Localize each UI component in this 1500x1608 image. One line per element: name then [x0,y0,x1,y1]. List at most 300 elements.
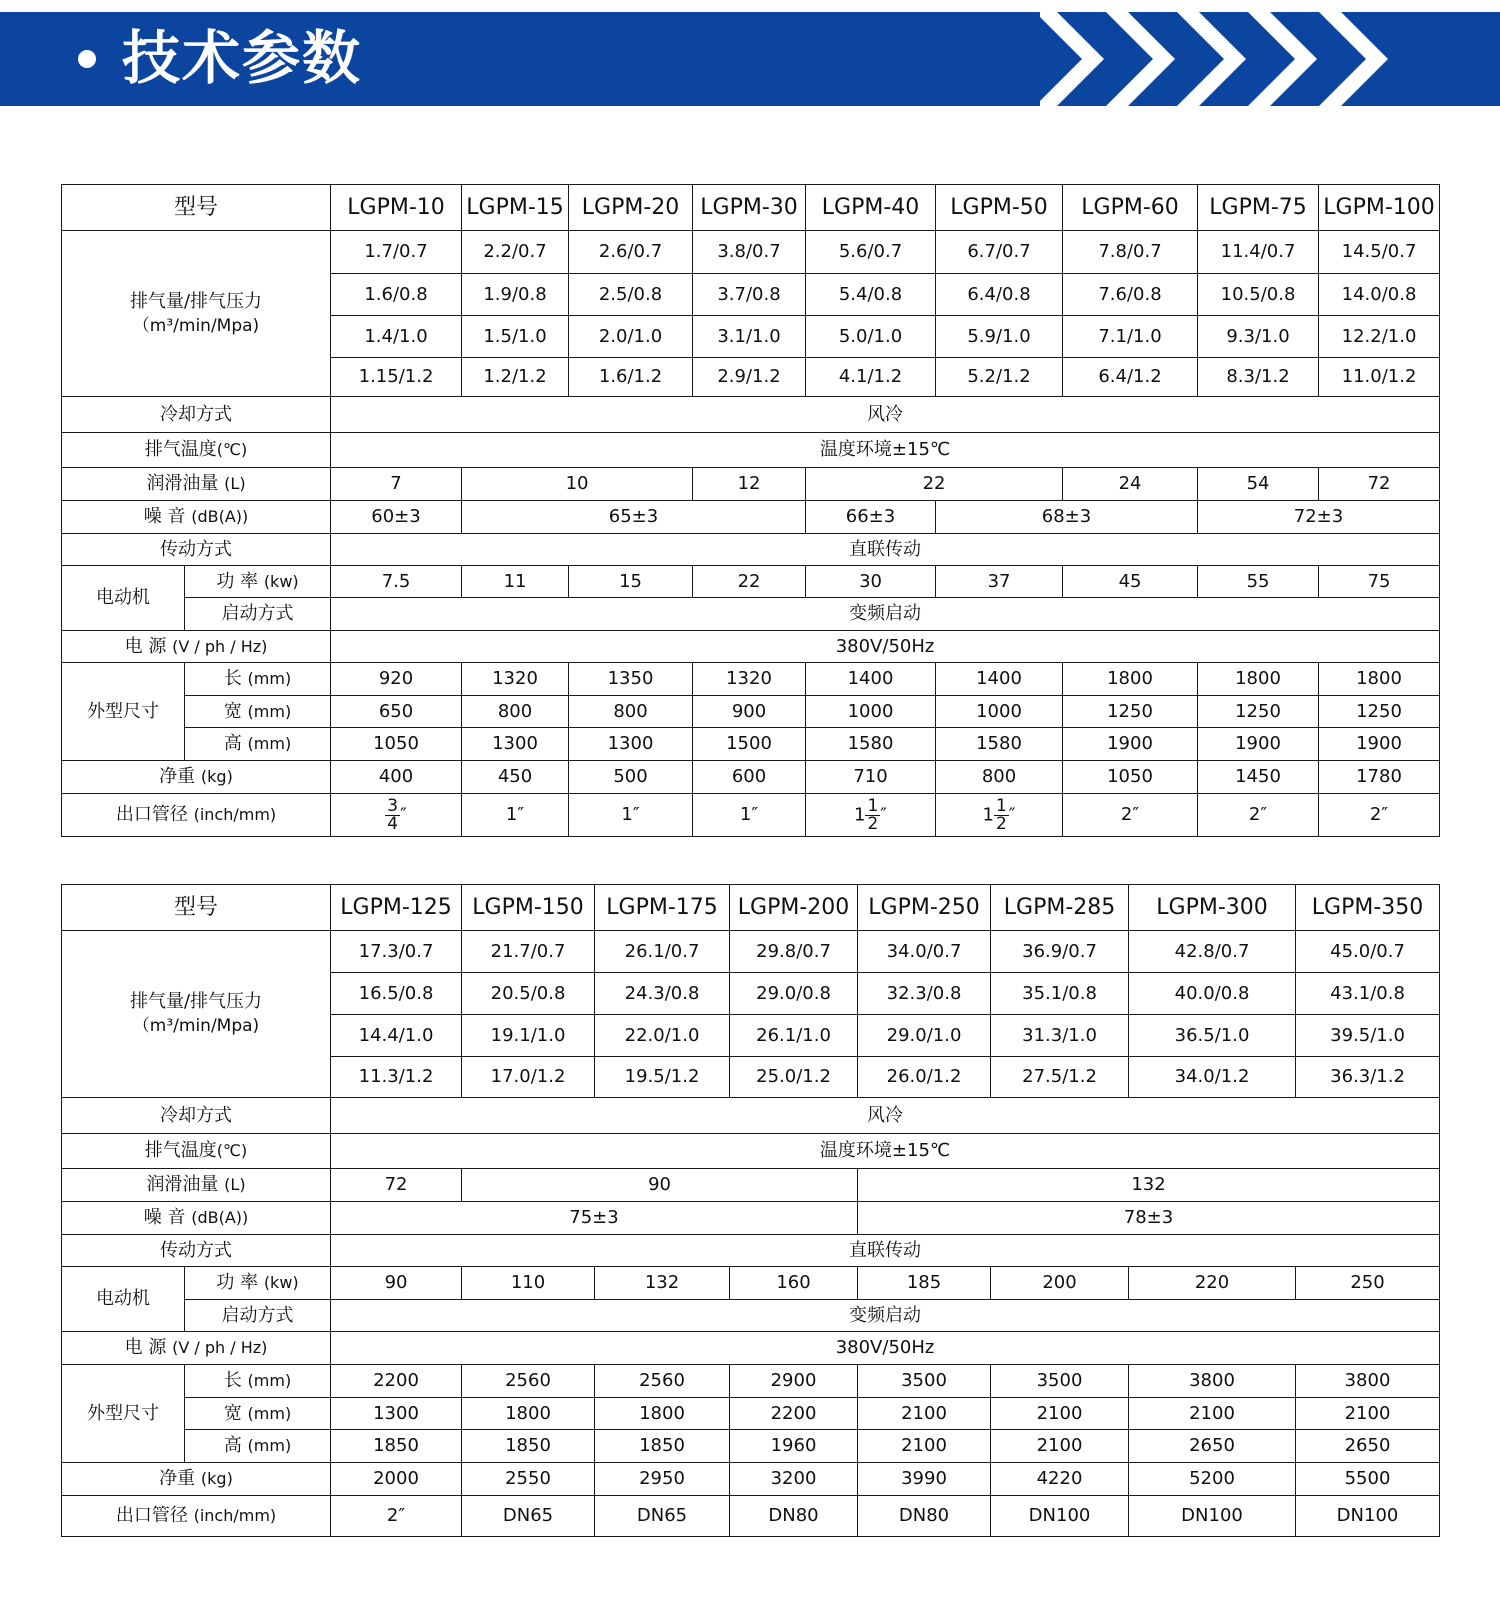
power-unit: (kw) [263,571,299,591]
flow-cell: 21.7/0.7 [462,931,595,973]
flow-cell: 2.5/0.8 [569,274,693,316]
model-row [62,885,1440,931]
weight-unit: (kg) [200,767,233,786]
start-label: 启动方式 [185,1300,331,1332]
power-label [185,1267,331,1300]
oil-cell: 24 [1063,468,1198,501]
weight-cell: 600 [693,761,806,794]
height-cell: 1580 [806,728,936,761]
width-cell: 2200 [730,1398,858,1430]
drive-value: 直联传动 [331,534,1440,566]
power-cell: 37 [936,566,1063,598]
noise-row [62,1202,1440,1235]
width-label-text: 宽 [223,700,242,722]
flow-unit: （m³/min/Mpa) [132,315,260,336]
flow-cell: 7.8/0.7 [1063,231,1198,274]
flow-cell: 29.0/1.0 [858,1015,991,1057]
fraction-numerator: 3 [387,795,399,816]
flow-row [62,931,1440,973]
height-label-text: 高 [223,1435,242,1456]
flow-label-text: 排气量/排气压力 [129,991,263,1012]
start-row [62,598,1440,631]
power-cell: 55 [1198,566,1319,598]
supply-row [62,631,1440,663]
power-cell: 250 [1296,1267,1440,1300]
flow-cell: 36.9/0.7 [991,931,1129,973]
fraction [994,795,1009,834]
height-cell: 2100 [858,1430,991,1463]
flow-cell: 29.0/0.8 [730,973,858,1015]
flow-cell: 26.1/1.0 [730,1015,858,1057]
model-row [62,185,1440,231]
outlet-cell: DN65 [462,1496,595,1537]
weight-cell: 2000 [331,1463,462,1496]
width-cell: 1250 [1319,696,1440,728]
noise-cell: 65±3 [462,501,806,534]
length-cell: 1800 [1063,663,1198,696]
power-unit: (kw) [263,1273,299,1292]
outlet-cell: 1″ [569,794,693,837]
flow-cell: 2.0/1.0 [569,316,693,358]
weight-cell: 400 [331,761,462,794]
flow-cell: 2.6/0.7 [569,231,693,274]
length-cell: 1350 [569,663,693,696]
flow-cell: 27.5/1.2 [991,1057,1129,1098]
weight-cell: 710 [806,761,936,794]
flow-cell: 2.2/0.7 [462,231,569,274]
power-cell: 220 [1129,1267,1296,1300]
spec-table-1 [61,184,1440,837]
noise-cell: 66±3 [806,501,936,534]
drive-label: 传动方式 [62,534,331,566]
weight-cell: 5500 [1296,1463,1440,1496]
power-cell: 200 [991,1267,1129,1300]
power-cell: 7.5 [331,566,462,598]
flow-label [62,231,331,397]
flow-cell: 11.3/1.2 [331,1057,462,1098]
flow-cell: 26.0/1.2 [858,1057,991,1098]
width-cell: 1800 [595,1398,730,1430]
oil-cell: 12 [693,468,806,501]
oil-unit: (L) [224,1175,246,1194]
flow-cell: 16.5/0.8 [331,973,462,1015]
oil-unit: (L) [224,474,246,493]
height-cell: 1850 [331,1430,462,1463]
height-cell: 1850 [462,1430,595,1463]
outlet-unit: (inch/mm) [193,1506,277,1525]
power-label [185,566,331,598]
temp-label-text: 排气温度 [144,1140,217,1161]
height-cell: 1300 [462,728,569,761]
mm-unit: (mm) [247,1436,292,1455]
flow-unit: （m³/min/Mpa) [132,1016,260,1036]
flow-cell: 5.9/1.0 [936,316,1063,358]
flow-cell: 14.0/0.8 [1319,274,1440,316]
flow-cell: 1.15/1.2 [331,358,462,397]
noise-cell: 72±3 [1198,501,1440,534]
power-cell: 160 [730,1267,858,1300]
outlet-unit: (inch/mm) [193,805,277,824]
height-cell: 1850 [595,1430,730,1463]
length-label-text: 长 [223,1370,242,1391]
oil-label-text: 润滑油量 [146,473,219,494]
outlet-cell: DN100 [1129,1496,1296,1537]
flow-cell: 35.1/0.8 [991,973,1129,1015]
height-row [62,1430,1440,1463]
flow-cell: 2.9/1.2 [693,358,806,397]
model-label: 型号 [62,885,331,931]
flow-cell: 4.1/1.2 [806,358,936,397]
flow-cell: 17.3/0.7 [331,931,462,973]
start-value: 变频启动 [331,1300,1440,1332]
flow-cell: 6.4/0.8 [936,274,1063,316]
noise-unit: (dB(A)) [191,507,249,526]
temp-value: 温度环境±15℃ [331,1134,1440,1169]
drive-value: 直联传动 [331,1235,1440,1267]
flow-cell: 36.3/1.2 [1296,1057,1440,1098]
flow-cell: 10.5/0.8 [1198,274,1319,316]
temp-label [62,433,331,468]
flow-cell: 34.0/1.2 [1129,1057,1296,1098]
cooling-row [62,1098,1440,1134]
start-value: 变频启动 [331,598,1440,631]
flow-cell: 1.4/1.0 [331,316,462,358]
drive-label: 传动方式 [62,1235,331,1267]
cooling-value: 风冷 [331,397,1440,433]
oil-cell: 10 [462,468,693,501]
flow-cell: 22.0/1.0 [595,1015,730,1057]
temp-unit: (℃) [216,440,248,459]
length-row [62,663,1440,696]
length-cell: 1320 [462,663,569,696]
fraction [865,795,880,834]
flow-cell: 11.0/1.2 [1319,358,1440,397]
motor-label: 电动机 [62,566,185,631]
flow-cell: 31.3/1.0 [991,1015,1129,1057]
model-cell: LGPM-175 [595,885,730,931]
outlet-cell: DN100 [991,1496,1129,1537]
flow-row [62,231,1440,274]
weight-label [62,761,331,794]
width-cell: 2100 [991,1398,1129,1430]
model-cell: LGPM-200 [730,885,858,931]
model-cell: LGPM-285 [991,885,1129,931]
flow-cell: 6.7/0.7 [936,231,1063,274]
power-label-text: 功 率 [216,570,259,592]
cooling-label: 冷却方式 [62,1098,331,1134]
temp-label [62,1134,331,1169]
weight-label-text: 净重 [159,766,196,787]
flow-cell: 1.7/0.7 [331,231,462,274]
flow-cell: 1.6/1.2 [569,358,693,397]
power-cell: 90 [331,1267,462,1300]
flow-cell: 5.4/0.8 [806,274,936,316]
length-cell: 3500 [991,1365,1129,1398]
length-cell: 1800 [1319,663,1440,696]
length-label-text: 长 [223,668,242,689]
oil-row [62,468,1440,501]
model-cell: LGPM-20 [569,185,693,231]
flow-cell: 26.1/0.7 [595,931,730,973]
flow-cell: 36.5/1.0 [1129,1015,1296,1057]
flow-cell: 1.5/1.0 [462,316,569,358]
width-cell: 1300 [331,1398,462,1430]
outlet-cell: DN100 [1296,1496,1440,1537]
power-cell: 22 [693,566,806,598]
weight-row [62,761,1440,794]
height-row [62,728,1440,761]
height-label [185,728,331,761]
outlet-cell [806,794,936,837]
power-cell: 75 [1319,566,1440,598]
flow-cell: 11.4/0.7 [1198,231,1319,274]
fraction-denominator: 2 [867,813,879,834]
flow-cell: 5.0/1.0 [806,316,936,358]
flow-cell: 32.3/0.8 [858,973,991,1015]
width-cell: 2100 [1296,1398,1440,1430]
height-cell: 1900 [1319,728,1440,761]
outlet-cell: 2″ [331,1496,462,1537]
outlet-label-text: 出口管径 [115,1505,188,1526]
inch-mark: ″ [400,804,407,825]
flow-cell: 1.9/0.8 [462,274,569,316]
height-label [185,1430,331,1463]
section-title: 技术参数 [122,24,363,92]
model-cell: LGPM-100 [1319,185,1440,231]
length-label [185,1365,331,1398]
power-row [62,1267,1440,1300]
oil-cell: 54 [1198,468,1319,501]
flow-cell: 7.6/0.8 [1063,274,1198,316]
fraction-whole: 1 [854,804,866,825]
flow-cell: 25.0/1.2 [730,1057,858,1098]
weight-cell: 500 [569,761,693,794]
length-cell: 2900 [730,1365,858,1398]
flow-cell: 3.7/0.8 [693,274,806,316]
flow-cell: 42.8/0.7 [1129,931,1296,973]
width-row [62,1398,1440,1430]
noise-cell: 75±3 [331,1202,858,1235]
outlet-cell: 1″ [462,794,569,837]
power-cell: 132 [595,1267,730,1300]
power-cell: 185 [858,1267,991,1300]
flow-cell: 12.2/1.0 [1319,316,1440,358]
mm-unit: (mm) [247,1371,292,1390]
fraction-numerator: 1 [867,795,879,816]
flow-cell: 20.5/0.8 [462,973,595,1015]
oil-cell: 7 [331,468,462,501]
mm-unit: (mm) [247,669,292,688]
width-cell: 1800 [462,1398,595,1430]
flow-cell: 1.6/0.8 [331,274,462,316]
section-header-banner [0,12,1500,106]
supply-label-text: 电 源 [124,1337,167,1358]
width-cell: 1250 [1063,696,1198,728]
power-cell: 30 [806,566,936,598]
height-cell: 1300 [569,728,693,761]
weight-cell: 2550 [462,1463,595,1496]
outlet-label-text: 出口管径 [115,804,188,825]
supply-value: 380V/50Hz [331,1332,1440,1365]
noise-cell: 68±3 [936,501,1198,534]
length-cell: 1320 [693,663,806,696]
flow-cell: 14.4/1.0 [331,1015,462,1057]
model-cell: LGPM-50 [936,185,1063,231]
width-label [185,696,331,728]
flow-cell: 40.0/0.8 [1129,973,1296,1015]
width-cell: 2100 [1129,1398,1296,1430]
height-cell: 1900 [1063,728,1198,761]
flow-cell: 19.5/1.2 [595,1057,730,1098]
cooling-row [62,397,1440,433]
dims-label: 外型尺寸 [62,1365,185,1463]
temp-label-text: 排气温度 [144,439,217,460]
supply-label [62,1332,331,1365]
start-row [62,1300,1440,1332]
width-cell: 800 [569,696,693,728]
length-cell: 2200 [331,1365,462,1398]
height-cell: 1050 [331,728,462,761]
noise-cell: 60±3 [331,501,462,534]
flow-cell: 14.5/0.7 [1319,231,1440,274]
flow-cell: 3.8/0.7 [693,231,806,274]
supply-label-text: 电 源 [124,635,167,657]
flow-cell: 5.6/0.7 [806,231,936,274]
oil-row [62,1169,1440,1202]
flow-cell: 7.1/1.0 [1063,316,1198,358]
supply-unit: (V / ph / Hz) [172,1338,268,1357]
model-cell: LGPM-75 [1198,185,1319,231]
length-cell: 3800 [1129,1365,1296,1398]
model-cell: LGPM-250 [858,885,991,931]
power-label-text: 功 率 [216,1272,259,1293]
weight-label-text: 净重 [159,1468,196,1489]
flow-cell: 34.0/0.7 [858,931,991,973]
flow-cell: 1.2/1.2 [462,358,569,397]
outlet-cell: DN65 [595,1496,730,1537]
temp-value: 温度环境±15℃ [331,433,1440,468]
height-cell: 2100 [991,1430,1129,1463]
fraction-denominator: 4 [387,813,399,834]
inch-mark: ″ [880,804,888,825]
flow-cell: 43.1/0.8 [1296,973,1440,1015]
mm-unit: (mm) [247,1403,292,1423]
supply-unit: (V / ph / Hz) [172,636,268,656]
oil-label [62,468,331,501]
outlet-cell: 1″ [693,794,806,837]
oil-cell: 72 [331,1169,462,1202]
width-cell: 900 [693,696,806,728]
width-label [185,1398,331,1430]
supply-row [62,1332,1440,1365]
length-cell: 3500 [858,1365,991,1398]
chevron-arrows-icon [1040,12,1500,106]
noise-label-text: 噪 音 [143,1207,186,1228]
outlet-label [62,794,331,837]
model-cell: LGPM-60 [1063,185,1198,231]
width-row [62,696,1440,728]
cooling-value: 风冷 [331,1098,1440,1134]
power-row [62,566,1440,598]
start-label: 启动方式 [185,598,331,631]
flow-cell: 24.3/0.8 [595,973,730,1015]
noise-unit: (dB(A)) [191,1208,249,1227]
length-label [185,663,331,696]
oil-label-text: 润滑油量 [146,1174,219,1195]
fraction-whole: 1 [982,804,994,825]
model-cell: LGPM-300 [1129,885,1296,931]
supply-label [62,631,331,663]
weight-cell: 4220 [991,1463,1129,1496]
model-cell: LGPM-125 [331,885,462,931]
flow-cell: 29.8/0.7 [730,931,858,973]
weight-cell: 1780 [1319,761,1440,794]
motor-label: 电动机 [62,1267,185,1332]
outlet-cell: DN80 [730,1496,858,1537]
noise-label [62,501,331,534]
outlet-cell [936,794,1063,837]
height-cell: 1580 [936,728,1063,761]
model-cell: LGPM-15 [462,185,569,231]
fraction-numerator: 1 [995,795,1007,816]
length-cell: 920 [331,663,462,696]
height-label-text: 高 [223,733,242,754]
temp-row [62,1134,1440,1169]
weight-unit: (kg) [200,1469,233,1488]
flow-cell: 8.3/1.2 [1198,358,1319,397]
flow-cell: 6.4/1.2 [1063,358,1198,397]
outlet-row [62,1496,1440,1537]
weight-cell: 1450 [1198,761,1319,794]
oil-cell: 132 [858,1169,1440,1202]
model-cell: LGPM-10 [331,185,462,231]
weight-cell: 800 [936,761,1063,794]
weight-cell: 450 [462,761,569,794]
outlet-row [62,794,1440,837]
width-cell: 1250 [1198,696,1319,728]
drive-row [62,534,1440,566]
length-cell: 2560 [462,1365,595,1398]
oil-cell: 22 [806,468,1063,501]
noise-label-text: 噪 音 [143,506,186,527]
outlet-cell [331,794,462,837]
noise-label [62,1202,331,1235]
model-label: 型号 [62,185,331,231]
fraction-denominator: 2 [995,813,1007,834]
height-cell: 1900 [1198,728,1319,761]
outlet-cell: 2″ [1319,794,1440,837]
height-cell: 2650 [1296,1430,1440,1463]
width-label-text: 宽 [223,1402,242,1424]
model-cell: LGPM-40 [806,185,936,231]
outlet-label [62,1496,331,1537]
oil-cell: 90 [462,1169,858,1202]
flow-cell: 45.0/0.7 [1296,931,1440,973]
oil-label [62,1169,331,1202]
mm-unit: (mm) [247,734,292,753]
outlet-cell: 2″ [1198,794,1319,837]
bullet-dot-icon [78,50,96,68]
power-cell: 11 [462,566,569,598]
height-cell: 2650 [1129,1430,1296,1463]
width-cell: 1000 [806,696,936,728]
flow-cell: 39.5/1.0 [1296,1015,1440,1057]
length-cell: 3800 [1296,1365,1440,1398]
weight-cell: 5200 [1129,1463,1296,1496]
mm-unit: (mm) [247,701,292,721]
width-cell: 800 [462,696,569,728]
inch-mark: ″ [1008,804,1016,825]
